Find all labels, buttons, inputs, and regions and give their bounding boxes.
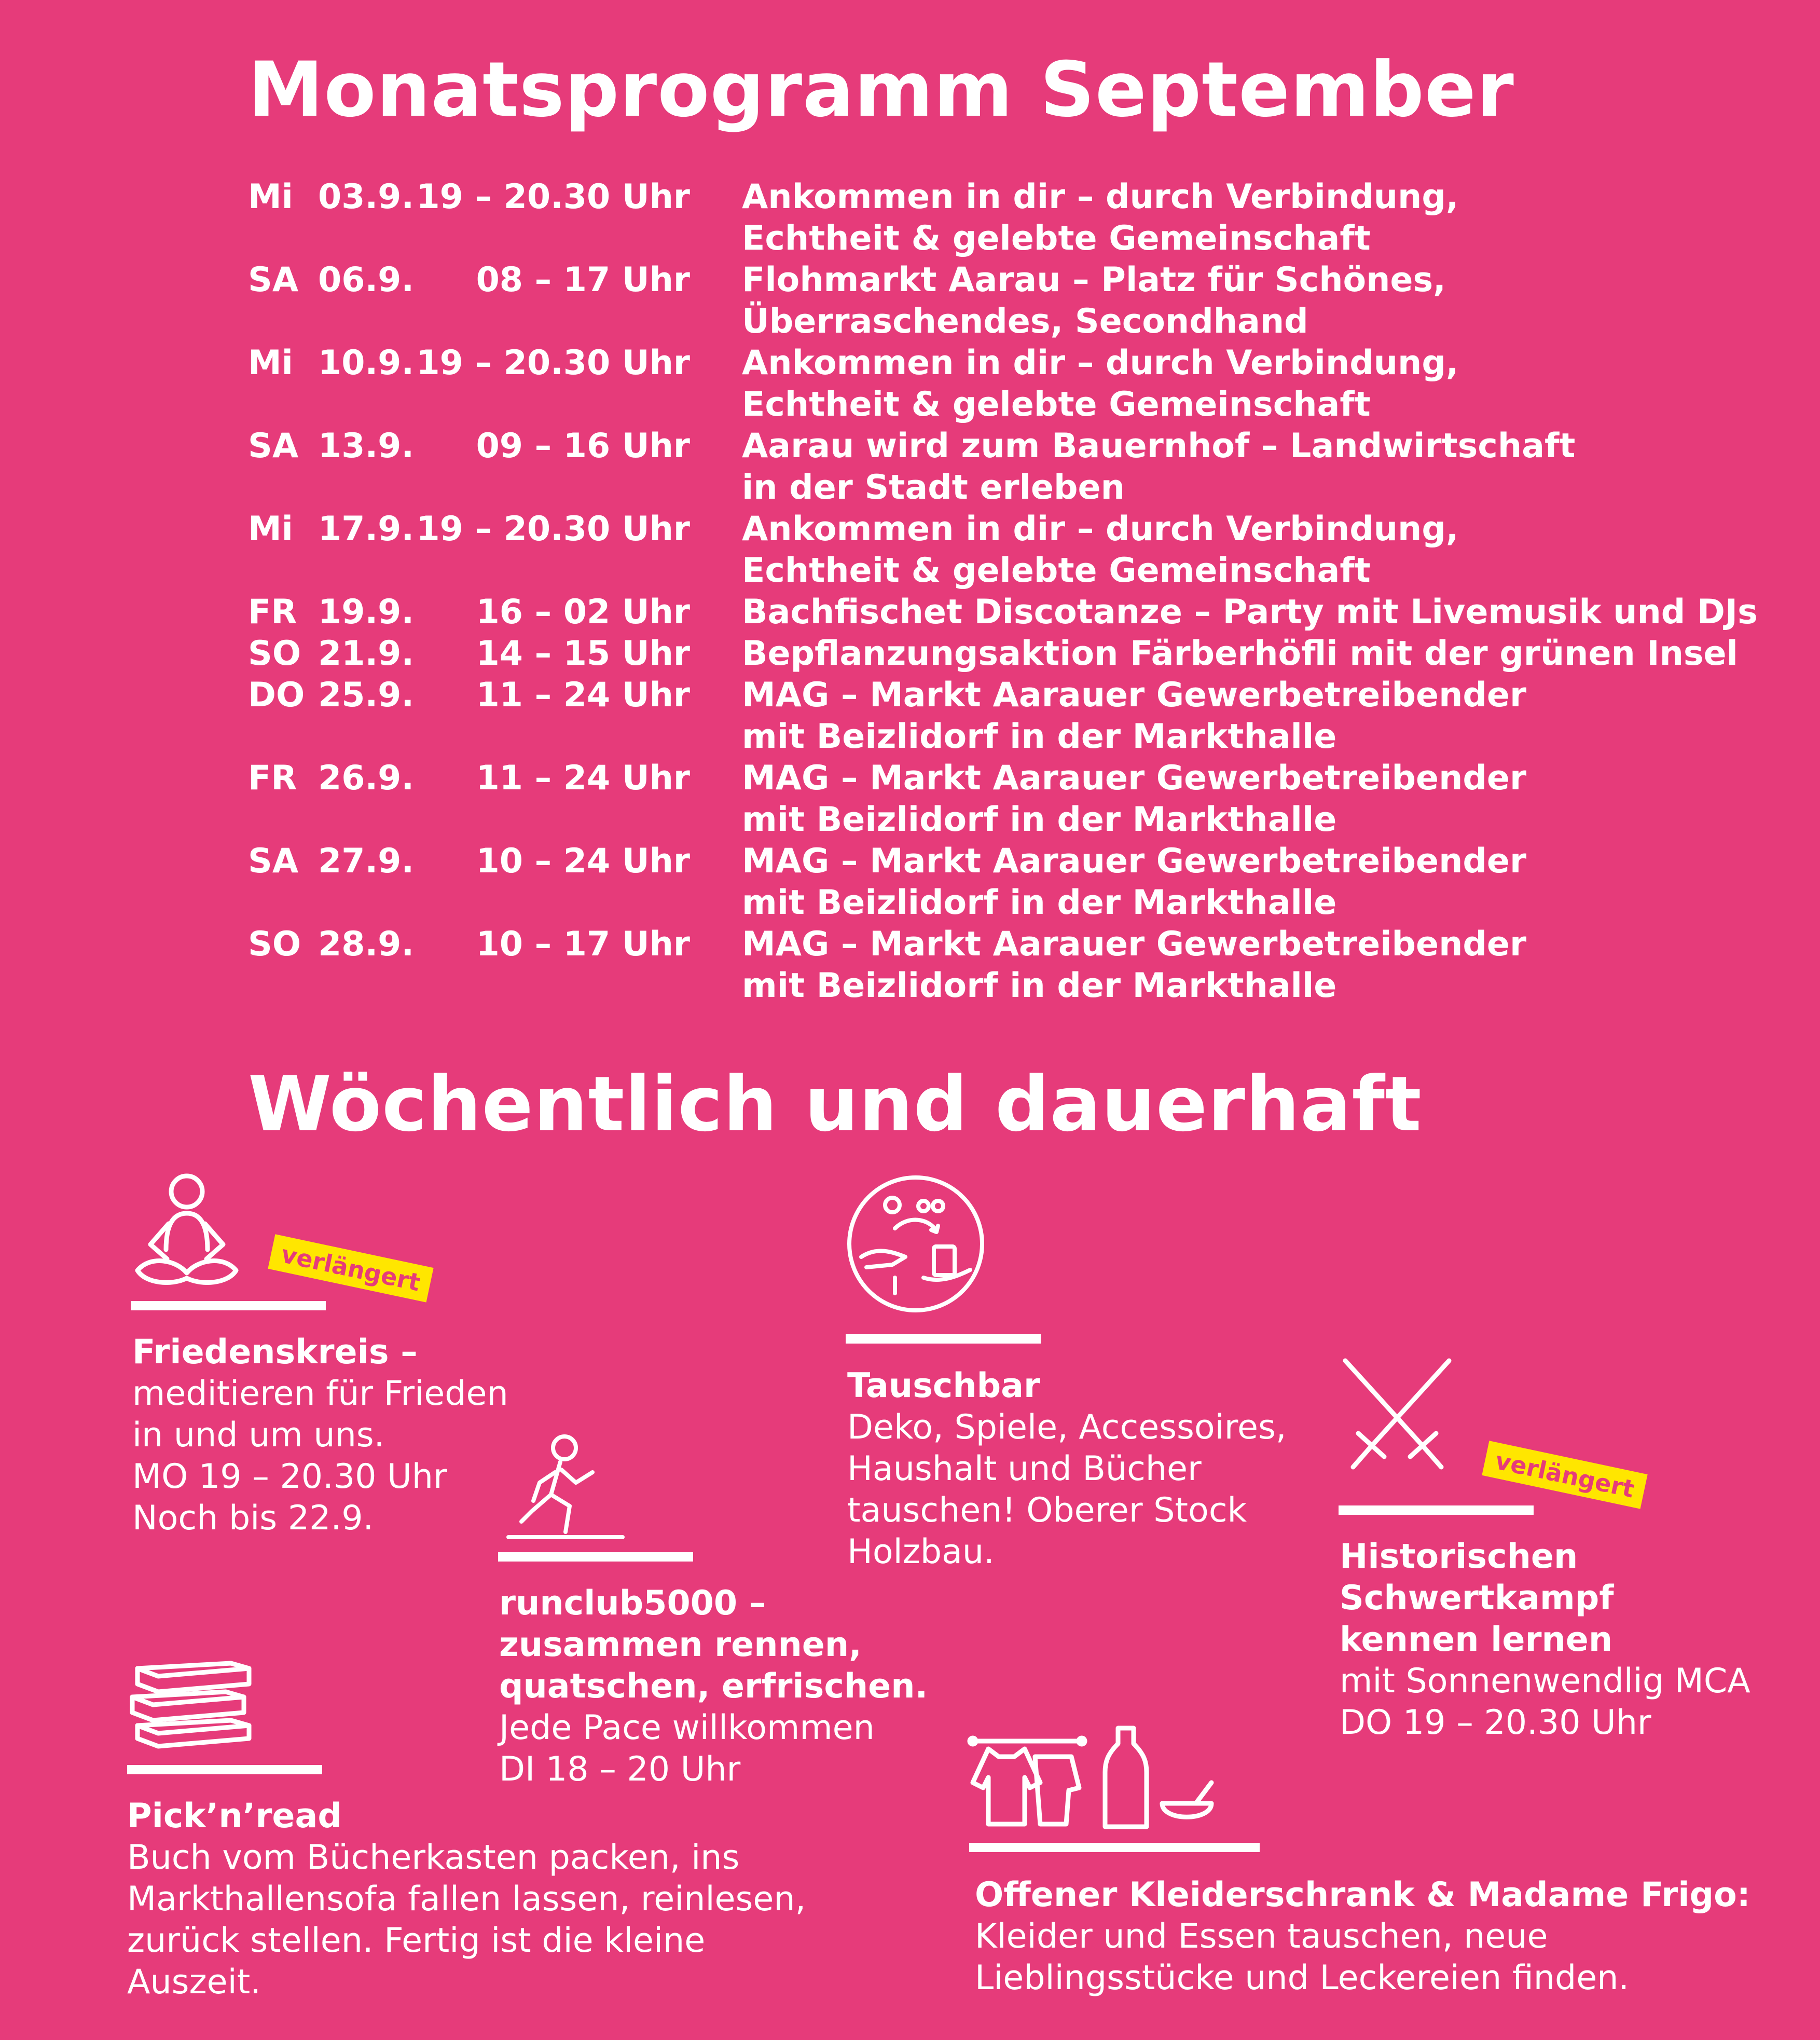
meditation-icon: [130, 1172, 244, 1296]
event-schedule: [248, 176, 1778, 1007]
event-title-line: Ankommen in dir – durch Verbindung,: [742, 510, 1459, 549]
monthly-title: Monatsprogramm September: [248, 46, 1514, 134]
event-row: [248, 841, 1778, 924]
kleiderschrank-line: Lieblingsstücke und Leckereien finden.: [975, 1959, 1630, 1997]
clothes-fridge-icon: [968, 1726, 1227, 1834]
kleiderschrank-heading: Offener Kleiderschrank & Madame Frigo:: [975, 1875, 1750, 1914]
event-time: 19 – 20.30 Uhr: [416, 344, 690, 382]
event-day: FR: [248, 759, 297, 798]
event-title-line: MAG – Markt Aarauer Gewerbetreibender: [742, 676, 1527, 715]
kleiderschrank-line: Kleider und Essen tauschen, neue: [975, 1917, 1548, 1956]
event-title: [742, 509, 1778, 592]
kleiderschrank-divider: [969, 1843, 1260, 1852]
schwertkampf-line: DO 19 – 20.30 Uhr: [1340, 1703, 1651, 1742]
event-title: [742, 426, 1778, 509]
picknread-line: Auszeit.: [127, 1963, 261, 2002]
event-title: [742, 675, 1778, 758]
event-title-line: MAG – Markt Aarauer Gewerbetreibender: [742, 842, 1527, 881]
event-date: 19.9.: [318, 593, 415, 632]
event-day: DO: [248, 676, 305, 715]
event-day: SA: [248, 261, 299, 299]
friedenskreis-line: meditieren für Frieden: [132, 1374, 508, 1413]
runclub-line: Jede Pace willkommen: [499, 1708, 875, 1747]
books-icon: [127, 1653, 257, 1751]
event-time: 09 – 16 Uhr: [476, 427, 690, 465]
event-row: [248, 633, 1778, 675]
picknread-heading: Pick’n’read: [127, 1797, 342, 1836]
tauschbar-line: tauschen! Oberer Stock: [847, 1491, 1247, 1530]
event-date: 06.9.: [318, 261, 415, 299]
event-title-line: Echtheit & gelebte Gemeinschaft: [742, 551, 1371, 590]
kleiderschrank-text: [975, 1874, 1750, 1999]
event-title-line: Echtheit & gelebte Gemeinschaft: [742, 385, 1371, 424]
runclub-heading-line: runclub5000 –: [499, 1584, 766, 1623]
event-title: [742, 633, 1778, 675]
tauschbar-divider: [846, 1334, 1041, 1344]
event-title: [742, 343, 1778, 426]
event-time: 11 – 24 Uhr: [476, 676, 690, 715]
event-day: Mi: [248, 344, 293, 382]
tauschbar-text: [847, 1365, 1287, 1573]
runclub-divider: [498, 1552, 693, 1562]
event-title-line: Flohmarkt Aarau – Platz für Schönes,: [742, 261, 1446, 299]
picknread-line: Markthallensofa fallen lassen, reinlesen,: [127, 1880, 806, 1919]
tauschbar-line: Haushalt und Bücher: [847, 1449, 1202, 1488]
event-time: 10 – 17 Uhr: [476, 925, 690, 964]
event-row: [248, 592, 1778, 633]
event-title-line: mit Beizlidorf in der Markthalle: [742, 717, 1337, 756]
event-row: [248, 176, 1778, 259]
event-title: [742, 176, 1778, 259]
picknread-line: zurück stellen. Fertig ist die kleine: [127, 1921, 706, 1960]
swap-circle-icon: [846, 1174, 986, 1314]
event-title-line: Überraschendes, Secondhand: [742, 302, 1308, 341]
event-title: [742, 758, 1778, 841]
schwertkampf-heading-line: Schwertkampf: [1340, 1579, 1614, 1618]
event-title: [742, 841, 1778, 924]
runclub-line: DI 18 – 20 Uhr: [499, 1750, 741, 1789]
runner-icon: [503, 1433, 628, 1548]
picknread-text: [127, 1796, 806, 2003]
crossed-swords-icon: [1338, 1356, 1457, 1480]
picknread-divider: [127, 1765, 322, 1774]
event-date: 10.9.: [318, 344, 415, 382]
event-row: [248, 924, 1778, 1007]
event-title-line: in der Stadt erleben: [742, 468, 1125, 507]
event-title-line: Bepflanzungsaktion Färberhöfli mit der grünen Insel: [742, 634, 1738, 673]
event-row: [248, 509, 1778, 592]
event-row: [248, 343, 1778, 426]
event-day: Mi: [248, 177, 293, 216]
event-title-line: Echtheit & gelebte Gemeinschaft: [742, 219, 1371, 258]
friedenskreis-line: in und um uns.: [132, 1416, 385, 1455]
event-time: 19 – 20.30 Uhr: [416, 510, 690, 549]
schwertkampf-badge: verlängert: [1482, 1441, 1648, 1509]
event-row: [248, 426, 1778, 509]
event-title-line: MAG – Markt Aarauer Gewerbetreibender: [742, 759, 1527, 798]
event-date: 21.9.: [318, 634, 415, 673]
event-title: [742, 924, 1778, 1007]
event-time: 10 – 24 Uhr: [476, 842, 690, 881]
event-date: 17.9.: [318, 510, 415, 549]
friedenskreis-divider: [131, 1301, 326, 1310]
event-row: [248, 675, 1778, 758]
friedenskreis-line: Noch bis 22.9.: [132, 1499, 374, 1538]
event-title-line: Bachfischet Discotanze – Party mit Livemusik und DJs: [742, 593, 1758, 632]
tauschbar-heading: Tauschbar: [847, 1366, 1041, 1405]
tauschbar-line: Deko, Spiele, Accessoires,: [847, 1408, 1287, 1447]
event-date: 25.9.: [318, 676, 415, 715]
schwertkampf-heading-line: Historischen: [1340, 1537, 1578, 1576]
event-title-line: MAG – Markt Aarauer Gewerbetreibender: [742, 925, 1527, 964]
event-day: FR: [248, 593, 297, 632]
weekly-title: Wöchentlich und dauerhaft: [248, 1060, 1422, 1148]
event-time: 14 – 15 Uhr: [476, 634, 690, 673]
event-date: 28.9.: [318, 925, 415, 964]
friedenskreis-text: [132, 1332, 508, 1539]
event-date: 27.9.: [318, 842, 415, 881]
event-date: 03.9.: [318, 177, 415, 216]
event-title-line: mit Beizlidorf in der Markthalle: [742, 966, 1337, 1005]
event-title: [742, 592, 1778, 633]
runclub-heading-line: zusammen rennen,: [499, 1625, 862, 1664]
event-time: 19 – 20.30 Uhr: [416, 177, 690, 216]
event-day: SA: [248, 427, 299, 465]
event-title-line: Aarau wird zum Bauernhof – Landwirtschaft: [742, 427, 1576, 465]
event-title-line: Ankommen in dir – durch Verbindung,: [742, 177, 1459, 216]
event-day: Mi: [248, 510, 293, 549]
event-time: 08 – 17 Uhr: [476, 261, 690, 299]
event-title-line: mit Beizlidorf in der Markthalle: [742, 883, 1337, 922]
event-date: 13.9.: [318, 427, 415, 465]
tauschbar-line: Holzbau.: [847, 1532, 995, 1571]
event-title-line: Ankommen in dir – durch Verbindung,: [742, 344, 1459, 382]
event-row: [248, 758, 1778, 841]
schwertkampf-heading-line: kennen lernen: [1340, 1620, 1613, 1659]
schwertkampf-line: mit Sonnenwendlig MCA: [1340, 1662, 1750, 1701]
schwertkampf-divider: [1339, 1505, 1534, 1515]
event-day: SA: [248, 842, 299, 881]
friedenskreis-line: MO 19 – 20.30 Uhr: [132, 1457, 447, 1496]
event-date: 26.9.: [318, 759, 415, 798]
event-day: SO: [248, 634, 301, 673]
friedenskreis-heading: Friedenskreis –: [132, 1333, 418, 1372]
event-time: 16 – 02 Uhr: [476, 593, 690, 632]
friedenskreis-badge: verlängert: [268, 1234, 434, 1302]
event-time: 11 – 24 Uhr: [476, 759, 690, 798]
runclub-heading-line: quatschen, erfrischen.: [499, 1667, 928, 1706]
runclub-text: [499, 1583, 928, 1790]
schwertkampf-text: [1340, 1536, 1750, 1744]
event-row: [248, 259, 1778, 343]
event-day: SO: [248, 925, 301, 964]
picknread-line: Buch vom Bücherkasten packen, ins: [127, 1838, 740, 1877]
event-title: [742, 259, 1778, 343]
event-title-line: mit Beizlidorf in der Markthalle: [742, 800, 1337, 839]
